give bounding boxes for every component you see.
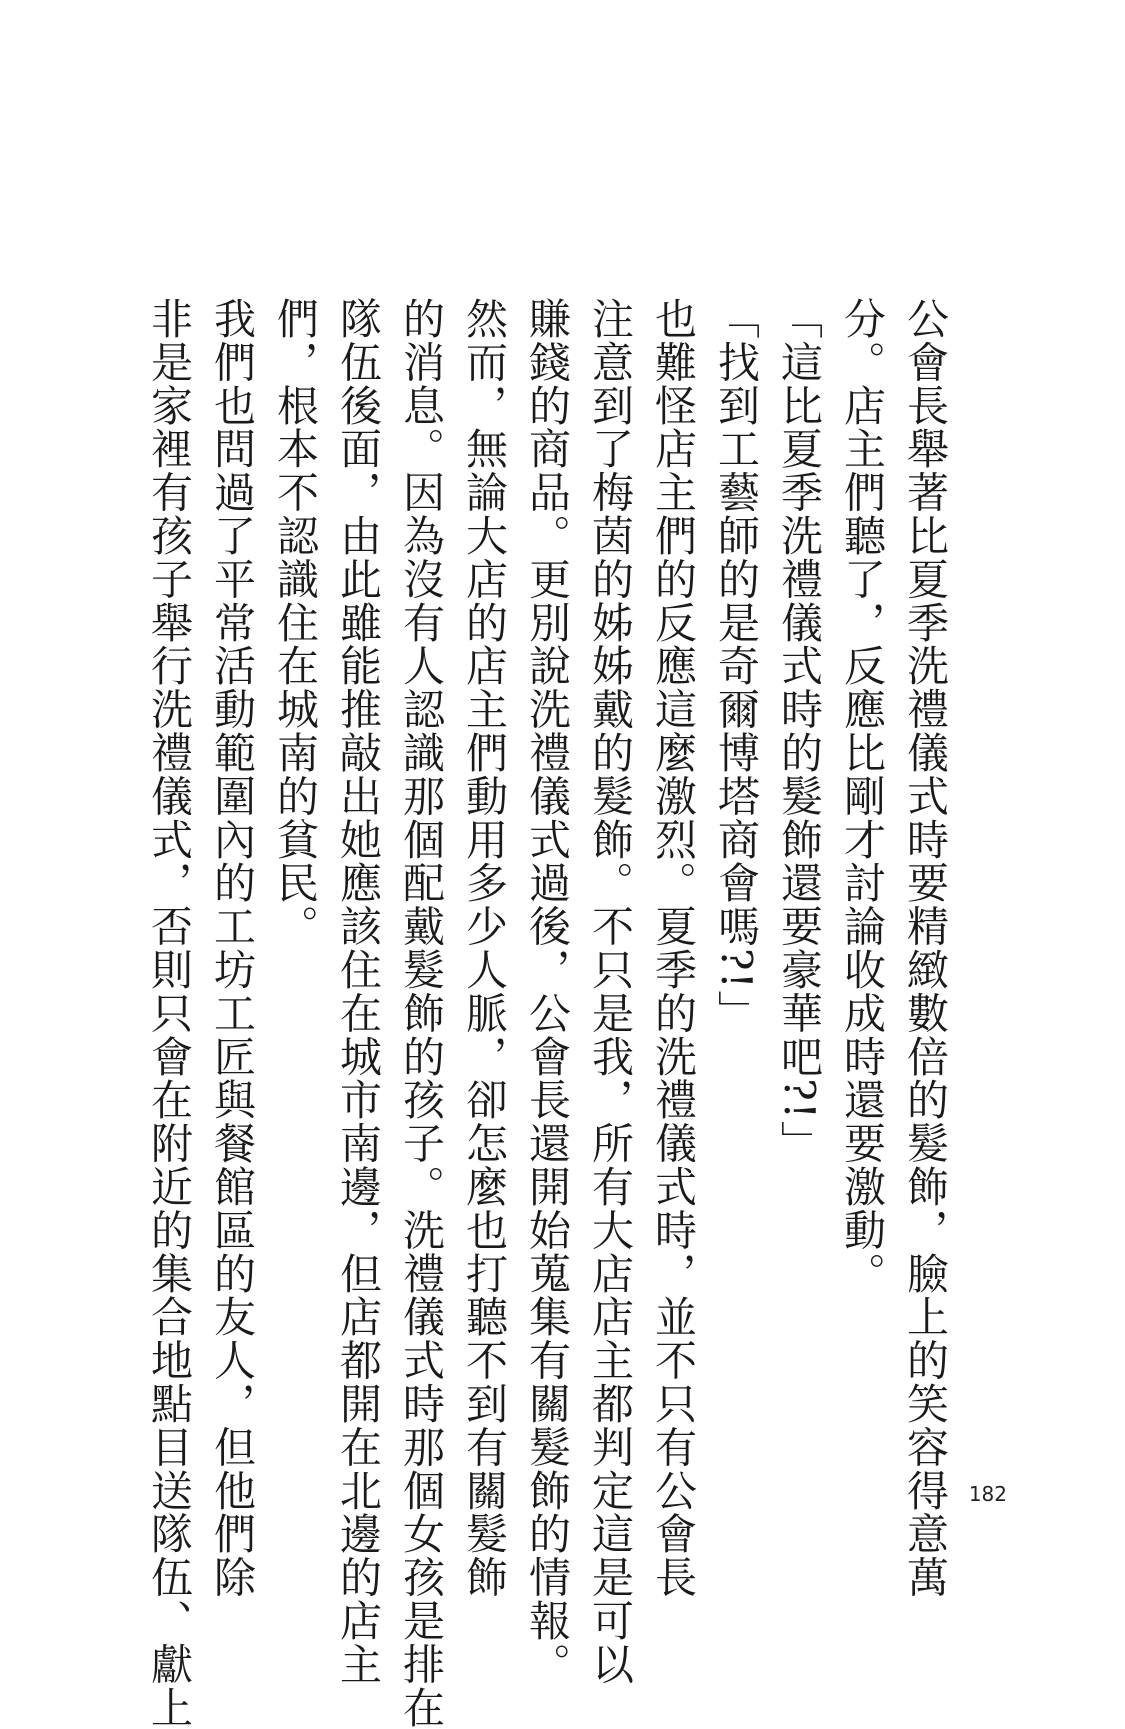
vertical-text-body (138, 297, 957, 1729)
text-line: 我們也問過了平常活動範圍內的工坊工匠與餐館區的友人，但他們除 (208, 297, 257, 1599)
text-line: 分。店主們聽了，反應比剛才討論收成時還要激動。 (838, 297, 887, 1296)
text-line: 然而，無論大店的店主們動用多少人脈，卻怎麼也打聽不到有關髮飾 (460, 297, 509, 1599)
text-line: 賺錢的商品。更別說洗禮儀式過後，公會長還開始蒐集有關髮飾的情報。 (523, 297, 572, 1686)
text-line: 「找到工藝師的是奇爾博塔商會嗎?!」 (712, 297, 761, 1034)
text-line: 非是家裡有孩子舉行洗禮儀式，否則只會在附近的集合地點目送隊伍、獻上 (145, 297, 194, 1729)
text-line: 「這比夏季洗禮儀式時的髮飾還要豪華吧?!」 (775, 297, 824, 1164)
text-line: 注意到了梅茵的姊姊戴的髮飾。不只是我，所有大店店主都判定這是可以 (586, 297, 635, 1686)
text-line: 也難怪店主們的反應這麼激烈。夏季的洗禮儀式時，並不只有公會長 (649, 297, 698, 1599)
text-line: 公會長舉著比夏季洗禮儀式時要精緻數倍的髮飾，臉上的笑容得意萬 (901, 297, 950, 1599)
text-line: 隊伍後面，由此雖能推敲出她應該住在城市南邊，但店都開在北邊的店主 (334, 297, 383, 1686)
text-line: 們，根本不認識住在城南的貧民。 (271, 297, 320, 948)
text-line: 的消息。因為沒有人認識那個配戴髮飾的孩子。洗禮儀式時那個女孩是排在 (397, 297, 446, 1729)
page-number: 182 (968, 1482, 1007, 1506)
